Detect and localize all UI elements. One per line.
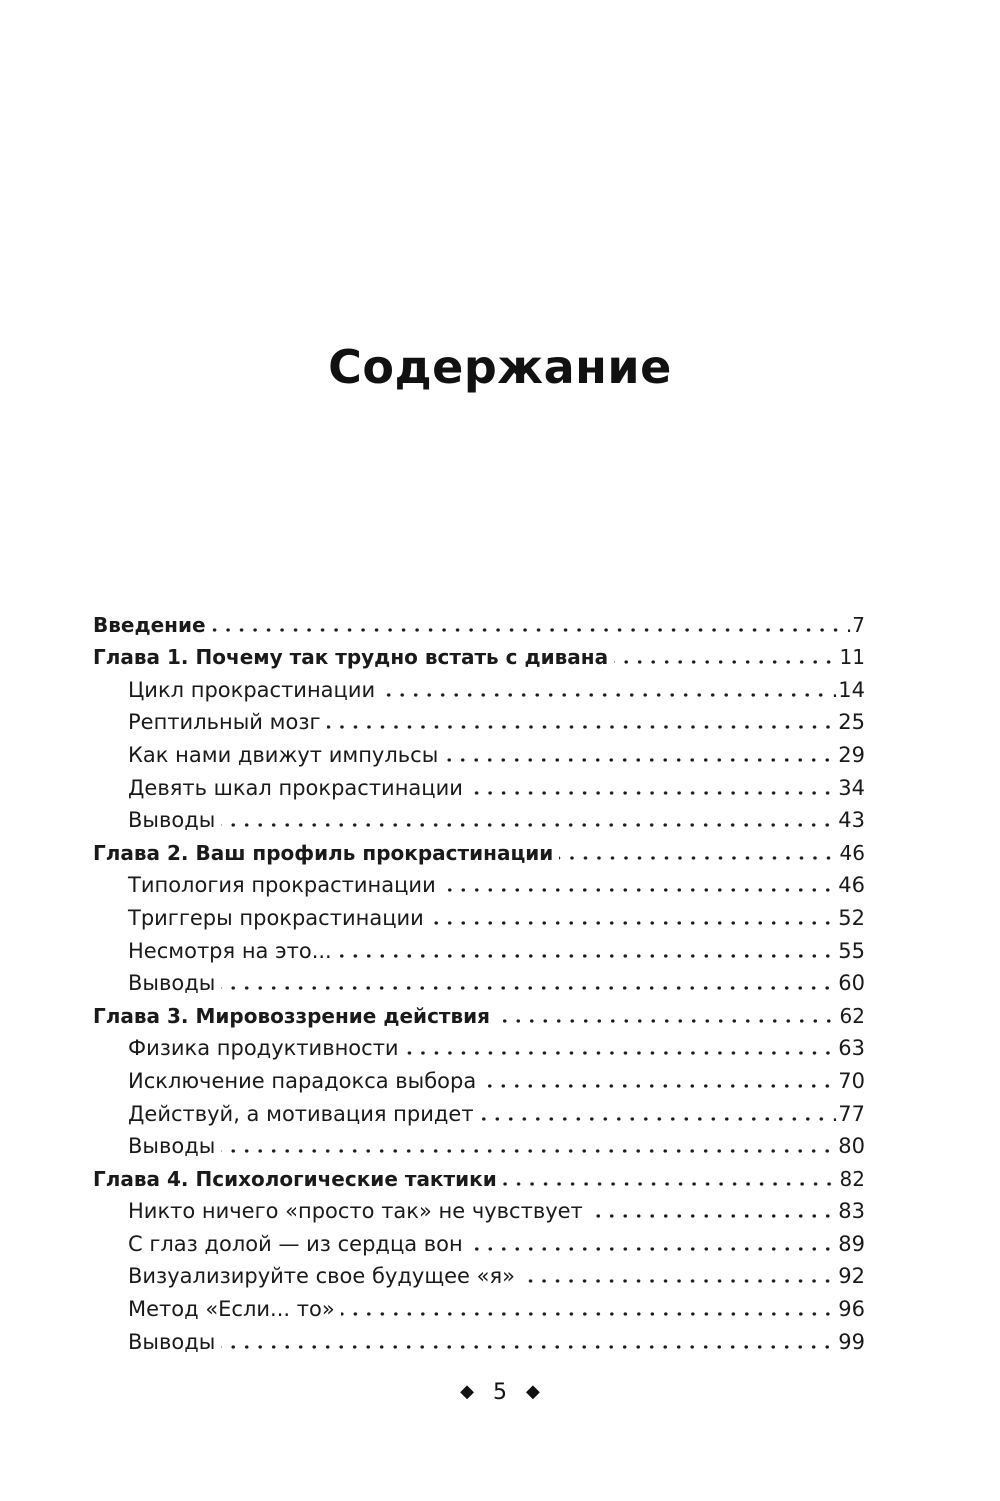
- toc-entry-label: Глава 1. Почему так трудно встать с дивана: [93, 645, 609, 670]
- toc-entry-label: Глава 2. Ваш профиль прокрастинации: [93, 840, 554, 865]
- toc-entry-page-number: 82: [839, 1166, 865, 1191]
- toc-entry-label: Рептильный мозг: [128, 710, 321, 735]
- dot-leader: [341, 1312, 835, 1316]
- toc-entry-page-number: 63: [838, 1036, 865, 1061]
- toc-section-entry: [93, 866, 865, 899]
- dot-leader: [521, 1279, 834, 1283]
- dot-leader: [221, 986, 834, 990]
- toc-chapter-entry: [93, 605, 865, 638]
- toc-entry-label: Глава 3. Мировоззрение действия: [93, 1003, 491, 1028]
- toc-section-entry: [93, 898, 865, 931]
- dot-leader: [559, 856, 835, 860]
- toc-entry-label: Выводы: [128, 971, 216, 996]
- toc-entry-label: С глаз долой — из сердца вон: [128, 1231, 463, 1256]
- page-title: Содержание: [328, 340, 672, 394]
- dot-leader: [503, 1182, 836, 1186]
- toc-entry-page-number: 46: [838, 873, 865, 898]
- toc-section-entry: [93, 1289, 865, 1322]
- toc-entry-label: Девять шкал прокрастинации: [128, 775, 463, 800]
- toc-entry-page-number: 25: [838, 710, 865, 735]
- toc-section-entry: [93, 768, 865, 801]
- toc-entry-page-number: 46: [839, 840, 865, 865]
- toc-entry-label: Действуй, а мотивация придет: [128, 1101, 474, 1126]
- toc-chapter-entry: [93, 833, 865, 866]
- toc-entry-label: Введение: [93, 612, 206, 637]
- dot-leader: [405, 1051, 835, 1055]
- toc-entry-label: Цикл прокрастинации: [128, 677, 376, 702]
- dot-leader: [212, 628, 842, 632]
- toc-entry-label: Выводы: [128, 1134, 216, 1159]
- dot-leader: [614, 660, 835, 664]
- dot-leader: [221, 1149, 834, 1153]
- toc-entry-page-number: 89: [838, 1231, 865, 1256]
- dot-leader: [221, 823, 834, 827]
- toc-entry-page-number: 43: [838, 808, 865, 833]
- dot-leader: [469, 791, 834, 795]
- page-footer: [0, 1380, 1000, 1405]
- toc-entry-page-number: 55: [838, 938, 865, 963]
- toc-entry-label: Выводы: [128, 1329, 216, 1354]
- toc-entry-page-number: .7: [845, 612, 865, 637]
- toc-chapter-entry: [93, 1159, 865, 1192]
- toc-section-entry: [93, 1094, 865, 1127]
- dot-leader: [221, 1345, 834, 1349]
- toc-section-entry: [93, 1061, 865, 1094]
- toc-entry-label: Метод «Если... то»: [128, 1297, 335, 1322]
- toc-section-entry: [93, 931, 865, 964]
- dot-leader: [469, 1247, 835, 1251]
- toc-entry-page-number: 11: [839, 645, 865, 670]
- toc-entry-page-number: 60: [838, 971, 865, 996]
- toc-section-entry: [93, 964, 865, 997]
- diamond-ornament-right-icon: ◆: [526, 1381, 540, 1402]
- table-of-contents: [93, 605, 865, 1355]
- toc-section-entry: [93, 1192, 865, 1225]
- toc-chapter-entry: [93, 996, 865, 1029]
- toc-section-entry: [93, 703, 865, 736]
- dot-leader: [327, 725, 835, 729]
- toc-entry-page-number: 62: [839, 1003, 865, 1028]
- toc-entry-page-number: 29: [838, 742, 865, 767]
- toc-entry-label: Несмотря на это...: [128, 938, 332, 963]
- dot-leader: [444, 758, 834, 762]
- toc-section-entry: [93, 735, 865, 768]
- toc-entry-page-number: .14: [831, 677, 865, 702]
- toc-entry-label: Типология прокрастинации: [128, 873, 436, 898]
- toc-section-entry: [93, 1127, 865, 1160]
- toc-entry-page-number: 34: [838, 775, 865, 800]
- dot-leader: [442, 888, 835, 892]
- toc-entry-label: Глава 4. Психологические тактики: [93, 1166, 497, 1191]
- toc-entry-page-number: 80: [838, 1134, 865, 1159]
- toc-entry-page-number: 99: [838, 1329, 865, 1354]
- toc-entry-label: Исключение парадокса выбора: [128, 1068, 477, 1093]
- dot-leader: [338, 954, 835, 958]
- toc-section-entry: [93, 1029, 865, 1062]
- toc-entry-page-number: 52: [838, 905, 865, 930]
- toc-section-entry: [93, 1224, 865, 1257]
- page-number: 5: [493, 1380, 507, 1405]
- toc-entry-label: Триггеры прокрастинации: [128, 905, 424, 930]
- toc-section-entry: [93, 801, 865, 834]
- toc-section-entry: [93, 1257, 865, 1290]
- toc-entry-page-number: 92: [838, 1264, 865, 1289]
- dot-leader: [430, 921, 834, 925]
- toc-section-entry: [93, 1322, 865, 1355]
- toc-entry-page-number: .77: [831, 1101, 865, 1126]
- toc-entry-page-number: 83: [838, 1199, 865, 1224]
- toc-entry-label: Выводы: [128, 808, 216, 833]
- dot-leader: [496, 1019, 836, 1023]
- dot-leader: [480, 1117, 828, 1121]
- toc-entry-label: Как нами движут импульсы: [128, 742, 439, 767]
- diamond-ornament-left-icon: ◆: [460, 1381, 474, 1402]
- toc-chapter-entry: [93, 638, 865, 671]
- dot-leader: [589, 1214, 834, 1218]
- toc-entry-page-number: 96: [838, 1297, 865, 1322]
- dot-leader: [482, 1084, 834, 1088]
- toc-entry-page-number: 70: [838, 1068, 865, 1093]
- toc-entry-label: Визуализируйте свое будущее «я»: [128, 1264, 515, 1289]
- dot-leader: [381, 693, 827, 697]
- toc-section-entry: [93, 670, 865, 703]
- toc-entry-label: Физика продуктивности: [128, 1036, 399, 1061]
- toc-entry-label: Никто ничего «просто так» не чувствует: [128, 1199, 583, 1224]
